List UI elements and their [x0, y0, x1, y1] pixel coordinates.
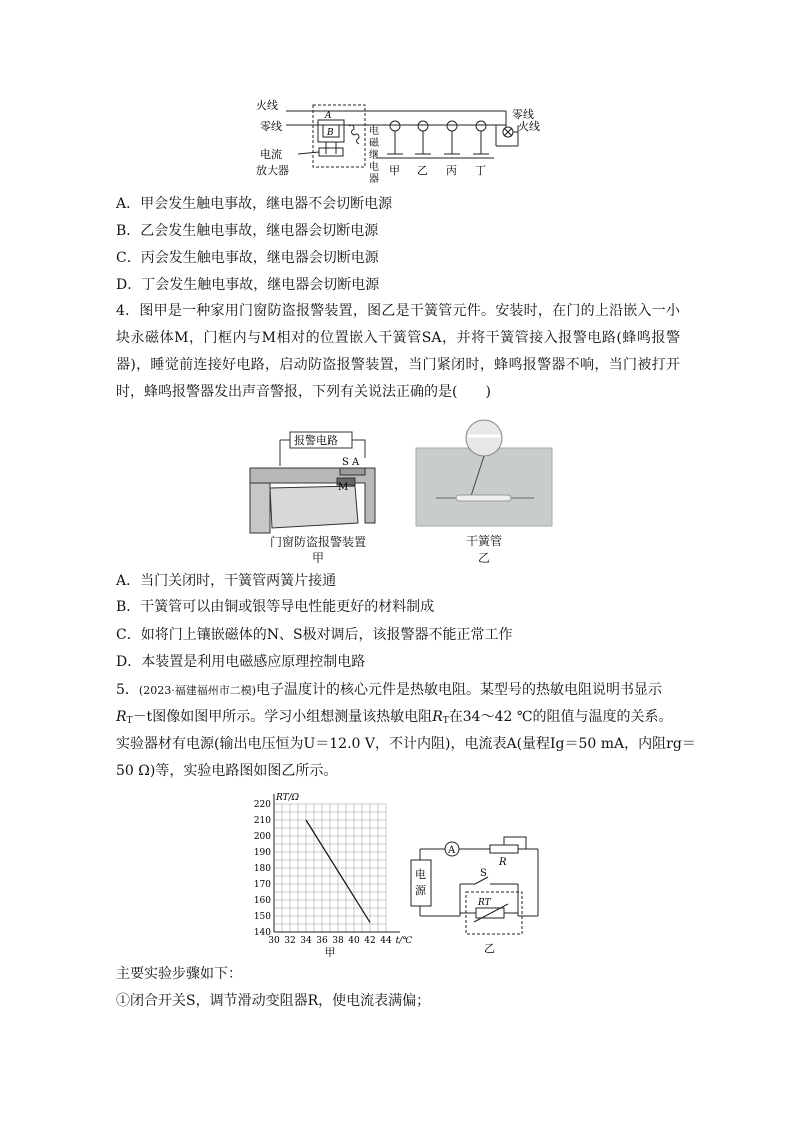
x-tick-label: 40 [348, 936, 360, 946]
ammeter-label: A [448, 845, 456, 856]
q3-option-a: A．甲会发生触电事故，继电器不会切断电源 [116, 196, 393, 212]
fig1-label-relay-4: 电 [369, 162, 379, 173]
fig-jia-caption: 门窗防盗报警装置 [269, 535, 366, 549]
x-tick-label: 36 [316, 936, 328, 946]
sa-label: S A [342, 457, 360, 468]
q4-option-d: D．本装置是利用电磁感应原理控制电路 [116, 654, 366, 670]
switch-label: S [480, 868, 487, 879]
fig1-label-relay-1: 电 [369, 126, 379, 137]
fig1-label-bing: 丙 [446, 164, 457, 177]
magnet-m-label: M [338, 482, 349, 493]
y-tick-label: 200 [253, 832, 271, 842]
alarm-circuit-label: 报警电路 [294, 434, 338, 447]
reed-switch-photo [416, 418, 552, 526]
fig1-label-current: 电流 [260, 148, 282, 161]
q3-option-d: D．丁会发生触电事故，继电器会切断电源 [116, 277, 380, 293]
x-tick-label: 38 [332, 936, 344, 946]
y-tick-label: 150 [253, 912, 271, 922]
fig1-label-ding: 丁 [475, 164, 486, 177]
thermistor-label: RT [478, 898, 491, 908]
x-tick-label: 32 [284, 936, 296, 946]
q3-option-c: C．丙会发生触电事故，继电器会切断电源 [116, 250, 379, 266]
x-tick-label: 30 [268, 936, 280, 946]
fig1-label-relay-3: 继 [369, 150, 379, 161]
q5-text-2c: 在34～42 ℃的阻值与温度的关系。 [448, 709, 673, 725]
fig1-label-yi: 乙 [417, 164, 428, 177]
q3-option-b: B．乙会发生触电事故，继电器会切断电源 [116, 223, 379, 239]
y-tick-label: 190 [253, 848, 271, 858]
q5-text-1: 电子温度计的核心元件是热敏电阻。某型号的热敏电阻说明书显示 [256, 682, 662, 698]
source-label-2: 源 [415, 884, 426, 897]
rt-vs-t-chart [244, 788, 414, 959]
fig1-label-a: A [325, 111, 332, 121]
q4-option-a: A．当门关闭时，干簧管两簧片接通 [116, 573, 337, 589]
q5-line-3: 实验器材有电源(输出电压恒为U＝12.0 V，不计内阻)，电流表A(量程Ig＝50 mA，内阻rg＝ [116, 736, 696, 752]
q4-option-c: C．如将门上镶嵌磁体的N、S极对调后，该报警器不能正常工作 [116, 627, 513, 643]
q5-line-2 [116, 708, 673, 730]
step-1: ①闭合开关S，调节滑动变阻器R，使电流表满偏； [116, 993, 431, 1009]
fig-jia-label: 甲 [311, 551, 324, 565]
door-alarm-figure [240, 428, 380, 533]
rt-symbol-2: R [432, 709, 443, 725]
fig-yi-caption: 干簧管 [465, 534, 502, 548]
q4-option-b: B．干簧管可以由铜或银等导电性能更好的材料制成 [116, 599, 435, 615]
fig1-label-relay-5: 器 [369, 174, 379, 185]
circuit-yi-caption: 乙 [484, 942, 495, 955]
y-axis-label: RT/Ω [276, 793, 300, 803]
y-tick-label: 160 [253, 896, 271, 906]
y-tick-label: 180 [253, 864, 271, 874]
rt-subscript: T [126, 716, 133, 726]
fig1-label-amplifier: 放大器 [256, 164, 289, 177]
q5-source: (2023·福建福州市二模) [138, 684, 256, 697]
q5-line-1 [116, 681, 662, 700]
steps-title: 主要实验步骤如下： [116, 966, 242, 982]
y-tick-label: 140 [253, 928, 271, 938]
x-tick-label: 34 [300, 936, 312, 946]
fig1-label-b: B [327, 128, 334, 138]
q5-number: 5． [116, 682, 139, 698]
x-tick-label: 42 [364, 936, 376, 946]
fig1-label-live: 火线 [256, 99, 278, 112]
rt-symbol: R [116, 709, 127, 725]
q4-stem: 4．图甲是一种家用门窗防盗报警装置，图乙是干簧管元件。安装时，在门的上沿嵌入一小块永磁体M，门框内与M相对的位置嵌入干簧管SA，并将干簧管接入报警电路(蜂鸣报警器)，睡觉前连接好电路，启动防盗报警装置，当门紧闭时，蜂鸣报警器不响，当门被打开时，蜂鸣报警器发出声音警报，下列有关说法正确的是( ) [116, 303, 680, 400]
fig-yi-label: 乙 [477, 551, 490, 565]
source-label-1: 电 [415, 868, 426, 881]
rt-subscript-2: T [442, 716, 449, 726]
fig1-label-neutral-right: 零线 [512, 108, 534, 121]
rheostat-label: R [499, 857, 507, 868]
measurement-circuit [408, 832, 548, 956]
y-tick-label: 220 [253, 800, 271, 810]
fig1-label-live-right: 火线 [518, 120, 540, 133]
fig1-label-jia: 甲 [389, 164, 400, 177]
x-axis-label: t/℃ [395, 936, 413, 946]
y-tick-label: 170 [253, 880, 271, 890]
x-tick-label: 44 [380, 936, 392, 946]
q5-line-4: 50 Ω)等，实验电路图如图乙所示。 [116, 763, 338, 779]
q5-text-2b: －t图像如图甲所示。学习小组想测量该热敏电阻 [132, 709, 433, 725]
fig1-label-relay-2: 磁 [369, 138, 379, 149]
chart-caption: 甲 [324, 946, 336, 959]
fig1-label-neutral: 零线 [260, 120, 282, 133]
relay-circuit-figure [256, 96, 546, 188]
y-tick-label: 210 [253, 816, 271, 826]
